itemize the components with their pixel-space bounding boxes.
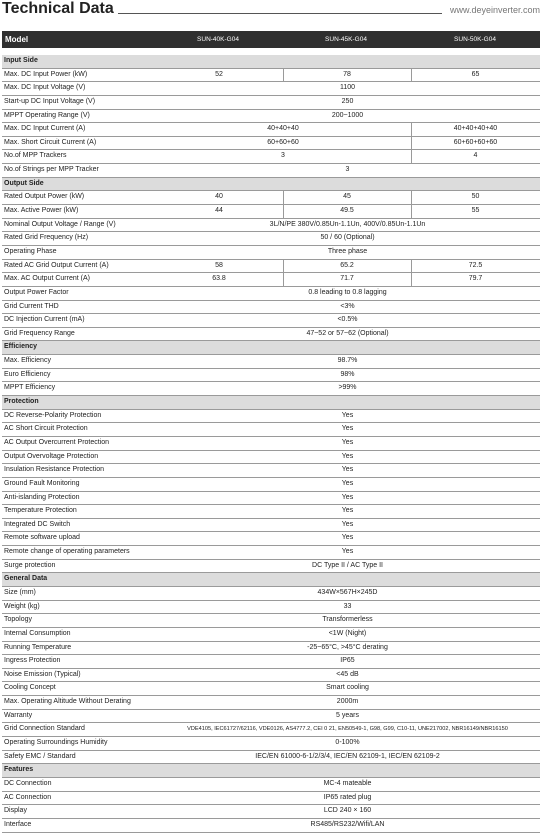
value-cells xyxy=(155,55,540,68)
spec-value: <3% xyxy=(340,302,355,310)
value-cells xyxy=(155,492,540,505)
spec-value: 5 years xyxy=(336,711,359,719)
spec-value: Yes xyxy=(341,548,354,556)
spec-row xyxy=(2,546,540,560)
spec-label: Rated AC Grid Output Current (A) xyxy=(4,261,109,269)
value-cells xyxy=(155,628,540,641)
spec-value: Smart cooling xyxy=(326,684,369,692)
spec-value: 60+60+60+60 xyxy=(453,138,498,146)
spec-label: AC Connection xyxy=(4,793,52,801)
spec-label: Start-up DC Input Voltage (V) xyxy=(4,97,96,105)
value-cells xyxy=(155,587,540,600)
spec-label: Ground Fault Monitoring xyxy=(4,479,80,487)
spec-value: 47~52 or 57~62 (Optional) xyxy=(306,329,389,337)
spec-row xyxy=(2,655,540,669)
value-cells xyxy=(155,355,540,368)
spec-value: VDE4105, IEC61727/62116, VDE0126, AS4777.2, CEI 0 21, EN50549-1, G98, G99, C10-11, UNE217002, NBR16149/NBR16150 xyxy=(187,726,508,733)
spec-label: Max. DC Input Voltage (V) xyxy=(4,84,86,92)
value-cells xyxy=(155,287,540,300)
spec-row xyxy=(2,110,540,124)
spec-value: 45 xyxy=(343,193,351,201)
spec-row xyxy=(2,355,540,369)
spec-value: Yes xyxy=(341,425,354,433)
spec-row xyxy=(2,778,540,792)
spec-label: Grid Connection Standard xyxy=(4,725,85,733)
value-cells xyxy=(155,723,540,736)
spec-value: 60+60+60 xyxy=(267,138,299,146)
value-cells xyxy=(155,710,540,723)
spec-label: Grid Frequency Range xyxy=(4,329,75,337)
spec-value: Yes xyxy=(341,466,354,474)
spec-value: 79.7 xyxy=(468,275,483,283)
spec-value: 2000m xyxy=(336,698,359,706)
column-header-bar xyxy=(2,31,540,48)
spec-label: Max. Active Power (kW) xyxy=(4,207,79,215)
spec-value: IP65 xyxy=(340,657,355,665)
spec-label: Integrated DC Switch xyxy=(4,520,71,528)
value-cells xyxy=(155,69,540,82)
spec-row xyxy=(2,301,540,315)
spec-value: Three phase xyxy=(327,247,368,255)
spec-value: 0.8 leading to 0.8 lagging xyxy=(308,288,387,296)
spec-row xyxy=(2,451,540,465)
spec-label: Max. Operating Altitude Without Derating xyxy=(4,698,131,706)
spec-value: 58 xyxy=(215,261,223,269)
spec-label: MPPT Operating Range (V) xyxy=(4,111,90,119)
spec-label: Max. DC Input Power (kW) xyxy=(4,70,88,78)
spec-row xyxy=(2,123,540,137)
spec-table xyxy=(2,55,540,833)
spec-value: 71.7 xyxy=(340,275,354,283)
value-cells xyxy=(155,341,540,354)
value-cells xyxy=(155,191,540,204)
spec-row xyxy=(2,164,540,178)
spec-value: IEC/EN 61000-6-1/2/3/4, IEC/EN 62109-1, IEC/EN 62109-2 xyxy=(255,752,440,760)
spec-value: 40+40+40 xyxy=(267,125,299,133)
spec-label: Topology xyxy=(4,616,33,624)
value-cells xyxy=(155,150,540,163)
spec-row xyxy=(2,273,540,287)
spec-label: Running Temperature xyxy=(4,643,72,651)
value-cells xyxy=(155,219,540,232)
spec-value: 3L/N/PE 380V/0.85Un-1.1Un, 400V/0.85Un-1.1Un xyxy=(269,220,426,228)
value-cells xyxy=(155,260,540,273)
value-cells xyxy=(155,137,540,150)
spec-value: 55 xyxy=(471,207,480,215)
spec-value: 40 xyxy=(215,193,223,201)
spec-row xyxy=(2,137,540,151)
spec-value: Yes xyxy=(341,479,354,487)
section-header xyxy=(2,764,540,778)
section-header xyxy=(2,341,540,355)
spec-label: DC Reverse-Polarity Protection xyxy=(4,411,102,419)
spec-label: Operating Surroundings Humidity xyxy=(4,739,108,747)
section-title: Input Side xyxy=(4,57,38,64)
section-title: Output Side xyxy=(4,179,44,187)
spec-value: <1W (Night) xyxy=(328,629,367,637)
spec-value: <45 dB xyxy=(336,670,359,678)
spec-row xyxy=(2,792,540,806)
spec-row xyxy=(2,805,540,819)
spec-value: 52 xyxy=(215,70,223,78)
spec-row xyxy=(2,560,540,574)
page-title: Technical Data xyxy=(2,0,114,17)
spec-label: Temperature Protection xyxy=(4,507,77,515)
spec-value: 98% xyxy=(340,370,355,378)
spec-row xyxy=(2,492,540,506)
spec-value: Yes xyxy=(341,438,354,446)
value-cells xyxy=(155,655,540,668)
value-cells xyxy=(155,682,540,695)
spec-value: 4 xyxy=(473,152,478,160)
spec-label: Remote change of operating parameters xyxy=(4,548,130,556)
value-cells xyxy=(155,505,540,518)
section-title: Efficiency xyxy=(4,343,38,351)
spec-value: 3 xyxy=(281,152,285,160)
value-cells xyxy=(155,369,540,382)
spec-label: Remote software upload xyxy=(4,534,80,542)
spec-row xyxy=(2,628,540,642)
spec-row xyxy=(2,219,540,233)
spec-label: No.of Strings per MPP Tracker xyxy=(4,166,99,174)
value-cells xyxy=(155,519,540,532)
value-cells xyxy=(155,642,540,655)
website-url: www.deyeinverter.com xyxy=(449,5,540,15)
value-cells xyxy=(155,669,540,682)
section-title: Protection xyxy=(4,398,39,406)
value-cells xyxy=(155,123,540,136)
spec-row xyxy=(2,328,540,342)
spec-value: 0-100% xyxy=(335,739,360,747)
spec-value: 50 xyxy=(471,193,480,201)
value-cells xyxy=(155,328,540,341)
spec-value: 44 xyxy=(215,207,223,215)
spec-value: 33 xyxy=(343,602,352,610)
value-cells xyxy=(155,110,540,123)
spec-value: Transformerless xyxy=(322,616,373,624)
value-cells xyxy=(155,546,540,559)
value-cells xyxy=(155,178,540,191)
spec-row xyxy=(2,246,540,260)
spec-value: 40+40+40+40 xyxy=(453,125,498,133)
spec-value: 434W×567H×245D xyxy=(317,588,378,596)
spec-row xyxy=(2,601,540,615)
value-cells xyxy=(155,423,540,436)
value-cells xyxy=(155,792,540,805)
section-header xyxy=(2,178,540,192)
value-cells xyxy=(155,437,540,450)
section-header xyxy=(2,573,540,587)
spec-row xyxy=(2,723,540,737)
spec-row xyxy=(2,205,540,219)
spec-row xyxy=(2,287,540,301)
spec-label: Size (mm) xyxy=(4,588,36,596)
page-header xyxy=(0,0,542,24)
spec-label: Interface xyxy=(4,820,32,828)
spec-label: Nominal Output Voltage / Range (V) xyxy=(4,220,116,228)
spec-label: Surge protection xyxy=(4,561,56,569)
spec-value: 49.5 xyxy=(340,207,354,215)
spec-row xyxy=(2,150,540,164)
spec-value: Yes xyxy=(341,507,354,515)
spec-value: >99% xyxy=(338,384,357,392)
spec-value: 72.5 xyxy=(468,261,483,269)
spec-label: AC Short Circuit Protection xyxy=(4,425,88,433)
spec-label: Max. Short Circuit Current (A) xyxy=(4,138,97,146)
spec-label: Output Power Factor xyxy=(4,288,69,296)
spec-row xyxy=(2,696,540,710)
spec-value: 98.7% xyxy=(337,357,358,365)
spec-value: 65 xyxy=(471,70,480,78)
value-cells xyxy=(155,614,540,627)
section-title: General Data xyxy=(4,575,48,583)
spec-row xyxy=(2,505,540,519)
spec-value: RS485/RS232/Wifi/LAN xyxy=(310,820,385,828)
value-cells xyxy=(155,805,540,818)
spec-value: Yes xyxy=(341,534,354,542)
spec-value: MC-4 mateable xyxy=(323,779,372,787)
spec-value: 50 / 60 (Optional) xyxy=(320,234,375,242)
spec-row xyxy=(2,69,540,83)
value-cells xyxy=(155,696,540,709)
model-name-1: SUN-40K-G04 xyxy=(197,36,239,43)
value-cells xyxy=(155,601,540,614)
spec-row xyxy=(2,260,540,274)
spec-row xyxy=(2,819,540,833)
model-name-3: SUN-50K-G04 xyxy=(454,36,496,43)
spec-label: Output Overvoltage Protection xyxy=(4,452,99,460)
value-cells xyxy=(155,301,540,314)
spec-label: Safety EMC / Standard xyxy=(4,752,76,760)
spec-label: Warranty xyxy=(4,711,33,719)
spec-row xyxy=(2,96,540,110)
spec-row xyxy=(2,751,540,765)
spec-row xyxy=(2,682,540,696)
spec-row xyxy=(2,614,540,628)
spec-label: Insulation Resistance Protection xyxy=(4,466,104,474)
title-rule xyxy=(118,13,442,14)
spec-label: Operating Phase xyxy=(4,247,57,255)
spec-row xyxy=(2,587,540,601)
spec-row xyxy=(2,369,540,383)
spec-value: Yes xyxy=(341,493,354,501)
value-cells xyxy=(155,96,540,109)
spec-label: Max. Efficiency xyxy=(4,357,51,365)
spec-row xyxy=(2,191,540,205)
spec-label: Display xyxy=(4,807,27,815)
model-column-label: Model xyxy=(5,35,29,44)
spec-value: 65.2 xyxy=(340,261,354,269)
spec-label: Anti-islanding Protection xyxy=(4,493,80,501)
value-cells xyxy=(155,751,540,764)
spec-row xyxy=(2,710,540,724)
value-cells xyxy=(155,478,540,491)
value-cells xyxy=(155,205,540,218)
spec-row xyxy=(2,464,540,478)
spec-row xyxy=(2,519,540,533)
spec-label: Euro Efficiency xyxy=(4,370,51,378)
spec-row xyxy=(2,669,540,683)
spec-label: DC Connection xyxy=(4,779,52,787)
spec-row xyxy=(2,737,540,751)
spec-value: IP65 rated plug xyxy=(323,793,372,801)
spec-label: Rated Grid Frequency (Hz) xyxy=(4,234,89,242)
spec-row xyxy=(2,314,540,328)
spec-value: 200~1000 xyxy=(331,111,364,119)
section-header xyxy=(2,396,540,410)
spec-row xyxy=(2,232,540,246)
spec-label: MPPT Efficiency xyxy=(4,384,56,392)
spec-label: No.of MPP Trackers xyxy=(4,152,67,160)
value-cells xyxy=(155,273,540,286)
spec-value: 250 xyxy=(341,97,354,105)
spec-value: Yes xyxy=(341,452,354,460)
value-cells xyxy=(155,410,540,423)
spec-row xyxy=(2,478,540,492)
value-cells xyxy=(155,778,540,791)
spec-value: 3 xyxy=(345,166,350,174)
spec-value: <0.5% xyxy=(337,316,358,324)
value-cells xyxy=(155,82,540,95)
model-name-2: SUN-45K-G04 xyxy=(325,36,367,43)
value-cells xyxy=(155,737,540,750)
value-cells xyxy=(155,764,540,777)
spec-label: Rated Output Power (kW) xyxy=(4,193,85,201)
value-cells xyxy=(155,464,540,477)
value-cells xyxy=(155,382,540,395)
value-cells xyxy=(155,573,540,586)
spec-label: AC Output Overcurrent Protection xyxy=(4,438,110,446)
section-header xyxy=(2,55,540,69)
value-cells xyxy=(155,396,540,409)
value-cells xyxy=(155,164,540,177)
value-cells xyxy=(155,560,540,573)
spec-value: Yes xyxy=(341,520,354,528)
spec-value: 78 xyxy=(343,70,351,78)
spec-label: Weight (kg) xyxy=(4,602,40,610)
spec-value: Yes xyxy=(341,411,354,419)
value-cells xyxy=(155,246,540,259)
spec-label: Ingress Protection xyxy=(4,657,61,665)
spec-value: 1100 xyxy=(339,84,356,92)
spec-label: Grid Current THD xyxy=(4,302,59,310)
spec-row xyxy=(2,410,540,424)
value-cells xyxy=(155,232,540,245)
spec-row xyxy=(2,437,540,451)
spec-row xyxy=(2,382,540,396)
spec-label: Cooling Concept xyxy=(4,684,56,692)
spec-label: DC Injection Current (mA) xyxy=(4,316,85,324)
spec-value: 63.8 xyxy=(212,275,226,283)
spec-value: DC Type II / AC Type II xyxy=(312,561,383,569)
spec-row xyxy=(2,532,540,546)
spec-row xyxy=(2,642,540,656)
value-cells xyxy=(155,314,540,327)
spec-label: Max. DC Input Current (A) xyxy=(4,125,86,133)
spec-label: Noise Emission (Typical) xyxy=(4,670,81,678)
section-title: Features xyxy=(4,766,34,774)
value-cells xyxy=(155,819,540,832)
value-cells xyxy=(155,451,540,464)
spec-label: Internal Consumption xyxy=(4,629,71,637)
spec-row xyxy=(2,82,540,96)
spec-label: Max. AC Output Current (A) xyxy=(4,275,90,283)
value-cells xyxy=(155,532,540,545)
spec-value: -25~65°C, >45°C derating xyxy=(307,643,388,651)
spec-value: LCD 240 × 160 xyxy=(323,807,372,815)
spec-row xyxy=(2,423,540,437)
